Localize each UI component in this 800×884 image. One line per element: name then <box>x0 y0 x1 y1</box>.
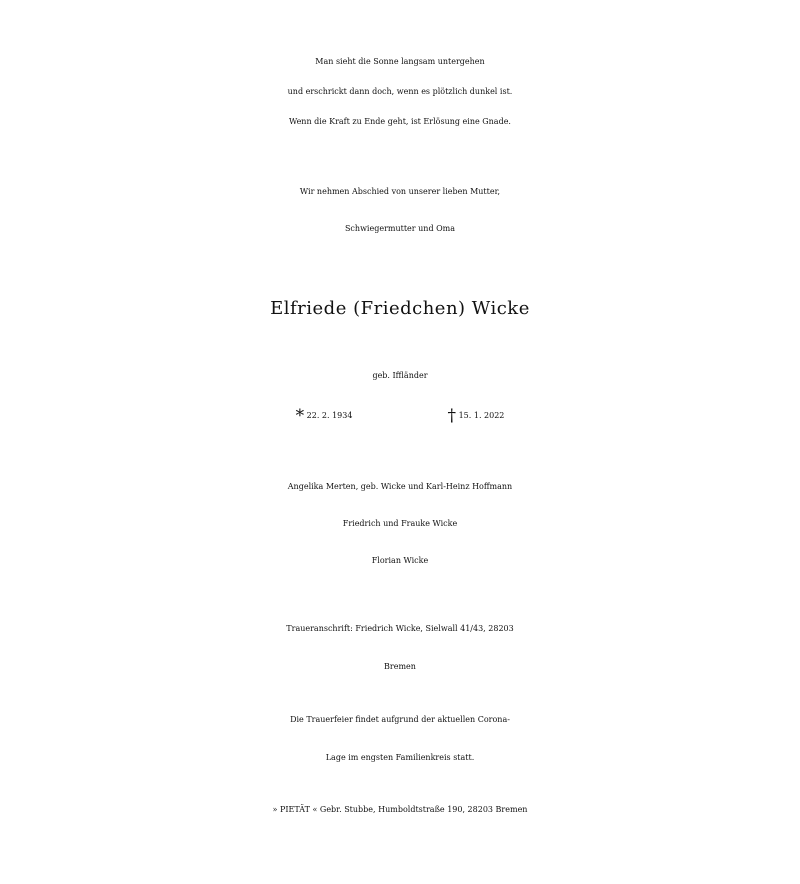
poem-line-1: Man sieht die Sonne langsam untergehen <box>315 57 485 66</box>
family-line-2: Friedrich und Frauke Wicke <box>342 519 458 528</box>
birth-name: geb. Iffländer <box>372 371 428 380</box>
death-symbol: † <box>447 406 457 426</box>
ceremony-line-1: Die Trauerfeier findet aufgrund der aktuellen Corona- <box>290 715 510 724</box>
family-line-1: Angelika Merten, geb. Wicke und Karl-Heinz Hoffmann <box>287 482 513 491</box>
intro-line-2: Schwiegermutter und Oma <box>344 224 456 233</box>
death-date: 15. 1. 2022 <box>458 411 505 420</box>
ceremony-line-2: Lage im engsten Familienkreis statt. <box>325 753 475 762</box>
undertaker-line: » PIETÄT « Gebr. Stubbe, Humboldtstraße 190, 28203 Bremen <box>272 805 528 814</box>
intro-line-1: Wir nehmen Abschied von unserer lieben Mutter, <box>299 187 501 196</box>
life-dates <box>0 406 800 429</box>
address-line-2: Bremen <box>384 662 416 671</box>
deceased-name: Elfriede (Friedchen) Wicke <box>270 298 530 319</box>
birth-symbol: * <box>295 406 305 426</box>
poem-line-2: und erschrickt dann doch, wenn es plötzlich dunkel ist. <box>287 87 513 96</box>
address-line-1: Traueranschrift: Friedrich Wicke, Sielwall 41/43, 28203 <box>286 624 514 633</box>
poem-line-3: Wenn die Kraft zu Ende geht, ist Erlösung eine Gnade. <box>289 117 511 126</box>
family-line-3: Florian Wicke <box>371 556 429 565</box>
birth-date: 22. 2. 1934 <box>306 411 353 420</box>
